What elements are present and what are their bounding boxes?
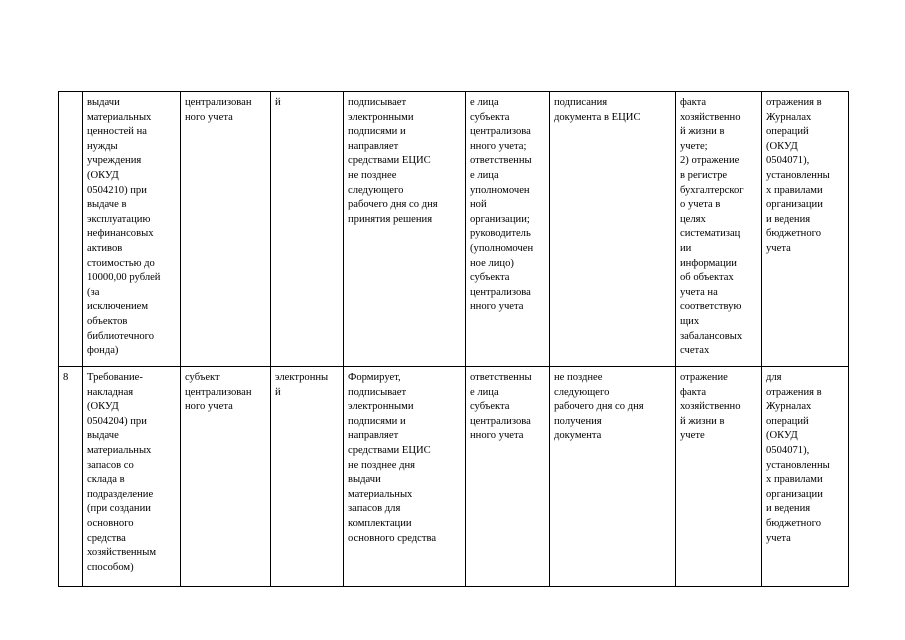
row-number: 8 bbox=[59, 367, 83, 587]
signers-cell: ответственны е лица субъекта централизова нного учета bbox=[466, 367, 550, 587]
document-format-cell: электронны й bbox=[271, 367, 344, 587]
document-name-cell: выдачи материальных ценностей на нужды учреждения (ОКУД 0504210) при выдаче в эксплуатацию нефинансовых активов стоимостью до 10000,00 рублей (за исключением объектов библиотечного фонда) bbox=[83, 92, 181, 367]
table-row bbox=[59, 92, 849, 367]
responsible-entity-cell: субъект централизован ного учета bbox=[181, 367, 271, 587]
registration-cell: отражения в Журналах операций (ОКУД 0504071), установленны х правилами организации и ведения бюджетного учета bbox=[762, 92, 849, 367]
document-name-cell: Требование- накладная (ОКУД 0504204) при выдаче материальных запасов со склада в подразделение (при создании основного средства хозяйственным способом) bbox=[83, 367, 181, 587]
deadline-cell: не позднее следующего рабочего дня со дня получения документа bbox=[550, 367, 676, 587]
table-row bbox=[59, 367, 849, 587]
document-format-cell: й bbox=[271, 92, 344, 367]
purpose-cell: отражение факта хозяйственно й жизни в учете bbox=[676, 367, 762, 587]
procedure-cell: Формирует, подписывает электронными подписями и направляет средствами ЕЦИС не позднее дня выдачи материальных запасов для комплектации основного средства bbox=[344, 367, 466, 587]
deadline-cell: подписания документа в ЕЦИС bbox=[550, 92, 676, 367]
purpose-cell: факта хозяйственно й жизни в учете; 2) отражение в регистре бухгалтерског о учета в целях систематизац ии информации об объектах учета на соответствую щих забалансовых счетах bbox=[676, 92, 762, 367]
document-table bbox=[58, 91, 849, 587]
signers-cell: е лица субъекта централизова нного учета; ответственны е лица уполномочен ной организации; руководитель (уполномочен ное лицо) субъекта централизова нного учета bbox=[466, 92, 550, 367]
row-number bbox=[59, 92, 83, 367]
procedure-cell: подписывает электронными подписями и направляет средствами ЕЦИС не позднее следующего рабочего дня со дня принятия решения bbox=[344, 92, 466, 367]
registration-cell: для отражения в Журналах операций (ОКУД 0504071), установленны х правилами организации и ведения бюджетного учета bbox=[762, 367, 849, 587]
responsible-entity-cell: централизован ного учета bbox=[181, 92, 271, 367]
